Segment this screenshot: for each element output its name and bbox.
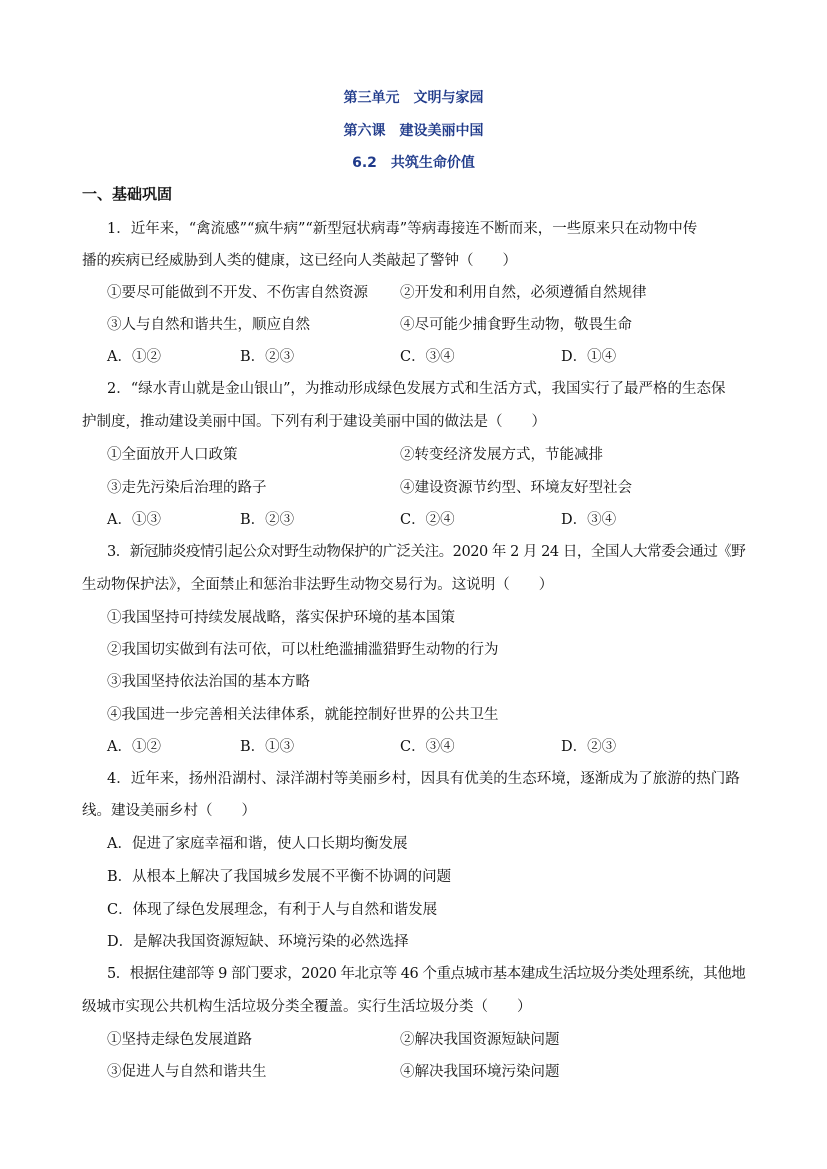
q1-choice-d[interactable]: D．①④: [561, 349, 617, 365]
q4-option-c[interactable]: C．体现了绿色发展理念，有利于人与自然和谐发展: [107, 902, 438, 918]
q1-statement-3: ③人与自然和谐共生，顺应自然: [107, 317, 310, 333]
q4-option-a[interactable]: A．促进了家庭幸福和谐，使人口长期均衡发展: [107, 836, 408, 852]
q5-statement-2: ②解决我国资源短缺问题: [400, 1032, 560, 1048]
q2-line2: 护制度，推动建设美丽中国。下列有利于建设美丽中国的做法是（ ）: [82, 414, 546, 430]
q3-statement-4: ④我国进一步完善相关法律体系，就能控制好世界的公共卫生: [107, 707, 499, 723]
q1-statement-2: ②开发和利用自然，必须遵循自然规律: [400, 285, 647, 301]
section-title: 6.2 共筑生命价值: [352, 155, 475, 171]
q4-line2: 线。建设美丽乡村（ ）: [82, 803, 256, 819]
q1-statement-1: ①要尽可能做到不开发、不伤害自然资源: [107, 285, 368, 301]
q2-choice-c[interactable]: C．②④: [400, 512, 455, 528]
q5-statement-1: ①坚持走绿色发展道路: [107, 1032, 252, 1048]
q2-statement-1: ①全面放开人口政策: [107, 447, 238, 463]
q5-line2: 级城市实现公共机构生活垃圾分类全覆盖。实行生活垃圾分类（ ）: [82, 999, 532, 1015]
q1-line1: 1．近年来，“禽流感”“疯牛病”“新型冠状病毒”等病毒接连不断而来，一些原来只在动物中传: [107, 221, 698, 237]
q1-choice-b[interactable]: B．②③: [240, 349, 295, 365]
q1-statement-4: ④尽可能少捕食野生动物，敬畏生命: [400, 317, 632, 333]
q2-statement-2: ②转变经济发展方式，节能减排: [400, 447, 603, 463]
unit-title: 第三单元 文明与家园: [343, 90, 484, 106]
q1-line2: 播的疾病已经威胁到人类的健康，这已经向人类敲起了警钟（ ）: [82, 253, 517, 269]
q4-line1: 4．近年来，扬州沿湖村、渌洋湖村等美丽乡村，因具有优美的生态环境，逐渐成为了旅游的热门路: [107, 771, 740, 787]
q2-statement-3: ③走先污染后治理的路子: [107, 480, 267, 496]
q1-choice-c[interactable]: C．③④: [400, 349, 455, 365]
q4-option-d[interactable]: D．是解决我国资源短缺、环境污染的必然选择: [107, 934, 409, 950]
q5-statement-4: ④解决我国环境污染问题: [400, 1064, 560, 1080]
lesson-title: 第六课 建设美丽中国: [343, 123, 484, 139]
q1-choice-a[interactable]: A．①②: [107, 349, 161, 365]
q2-choice-a[interactable]: A．①③: [107, 512, 161, 528]
q3-choice-d[interactable]: D．②③: [561, 739, 617, 755]
q5-statement-3: ③促进人与自然和谐共生: [107, 1064, 267, 1080]
q3-line2: 生动物保护法》，全面禁止和惩治非法野生动物交易行为。这说明（ ）: [82, 577, 554, 593]
q5-line1: 5．根据住建部等 9 部门要求，2020 年北京等 46 个重点城市基本建成生活垃圾分类处理系统，其他地: [107, 966, 746, 982]
q3-choice-a[interactable]: A．①②: [107, 739, 161, 755]
q3-line1: 3．新冠肺炎疫情引起公众对野生动物保护的广泛关注。2020 年 2 月 24 日，全国人大常委会通过《野: [107, 544, 746, 560]
q3-choice-b[interactable]: B．①③: [240, 739, 295, 755]
q3-choice-c[interactable]: C．③④: [400, 739, 455, 755]
q3-statement-2: ②我国切实做到有法可依，可以杜绝滥捕滥猎野生动物的行为: [107, 642, 499, 658]
q3-statement-1: ①我国坚持可持续发展战略，落实保护环境的基本国策: [107, 610, 455, 626]
part-title: 一、基础巩固: [82, 185, 173, 203]
q2-choice-d[interactable]: D．③④: [561, 512, 617, 528]
q2-line1: 2．“绿水青山就是金山银山”，为推动形成绿色发展方式和生活方式，我国实行了最严格的生态保: [107, 381, 726, 397]
q2-statement-4: ④建设资源节约型、环境友好型社会: [400, 480, 632, 496]
q4-option-b[interactable]: B．从根本上解决了我国城乡发展不平衡不协调的问题: [107, 869, 452, 885]
q2-choice-b[interactable]: B．②③: [240, 512, 295, 528]
q3-statement-3: ③我国坚持依法治国的基本方略: [107, 674, 310, 690]
